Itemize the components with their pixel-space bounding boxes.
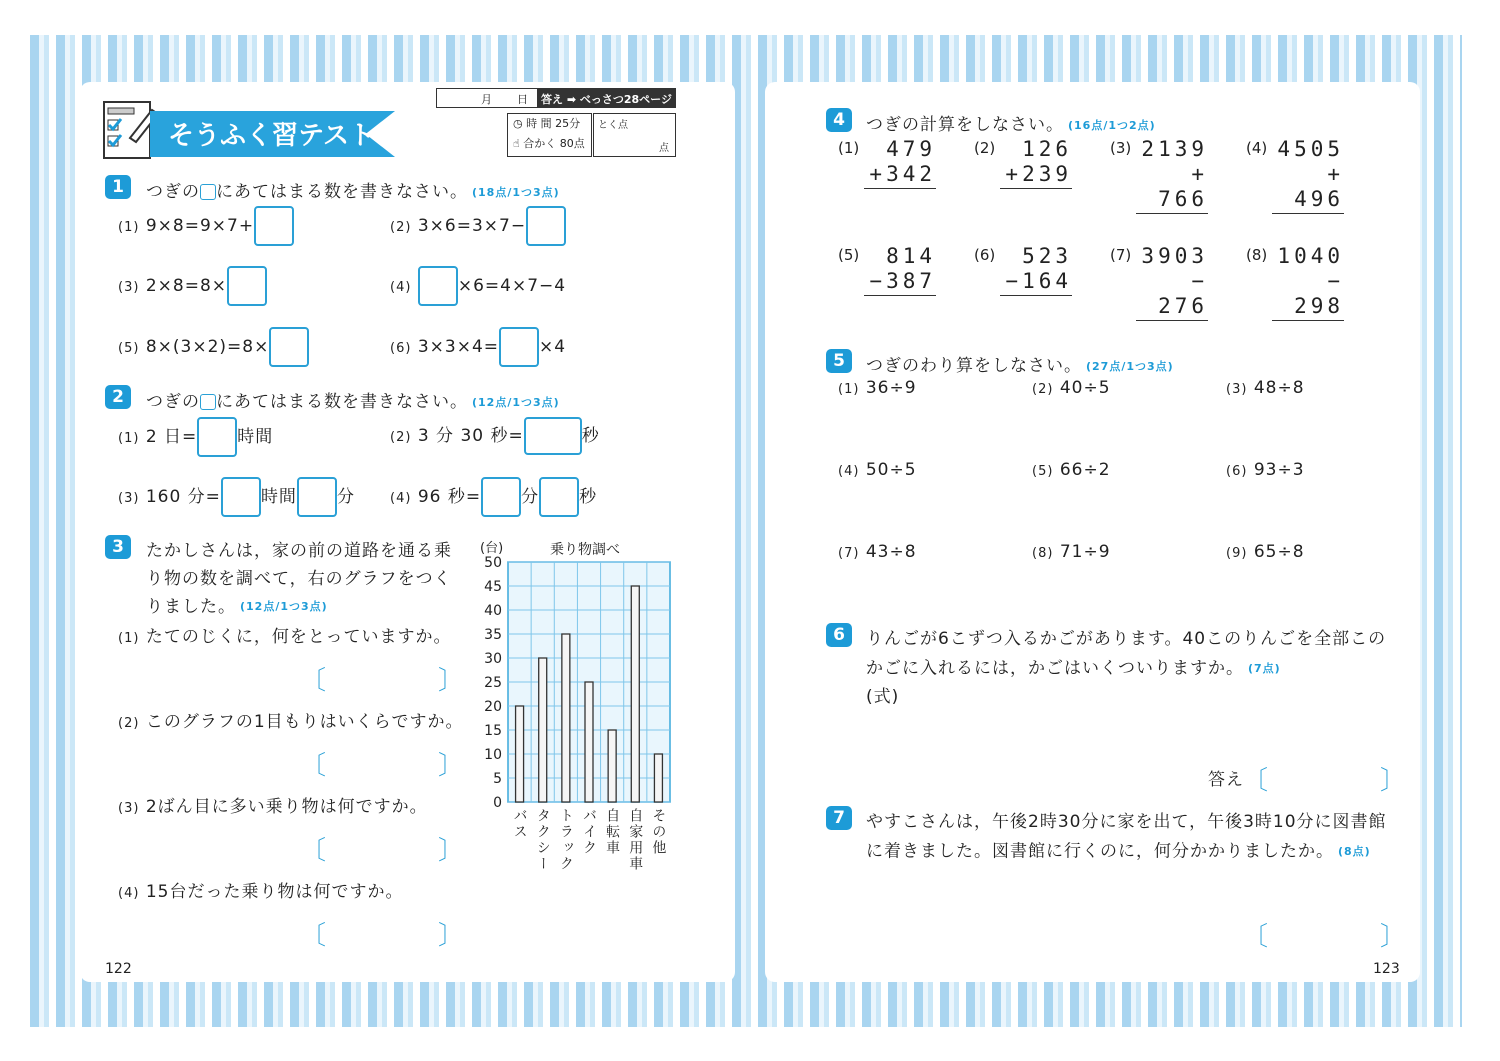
y-tick-label: 10 [484, 747, 502, 763]
q5-item: (8) 71÷9 [1032, 542, 1111, 562]
chart-unit: (台) [480, 541, 504, 556]
q4-calculation [1136, 244, 1208, 321]
q4-calculation [1272, 137, 1344, 214]
x-tick-label: タクシー [534, 808, 551, 872]
q4-calculation [1272, 244, 1344, 321]
x-tick-label: 自家用車 [627, 808, 644, 872]
q3-sub-2: (2) このグラフの1目もりはいくらですか。 [118, 712, 464, 732]
page-title: そうふく習テスト① [168, 121, 397, 151]
q3-sub-1: (1) たてのじくに，何をとっていますか。 [118, 627, 452, 647]
q3-sub-3: (3) 2ばん目に多い乗り物は何ですか。 [118, 797, 428, 817]
x-tick-label: トラック [557, 808, 574, 872]
q5-item: (9) 65÷8 [1226, 542, 1305, 562]
q5-instruction: つぎのわり算をしなさい。 (27点/1つ3点) [866, 356, 1174, 376]
page-number-right: 123 [1373, 961, 1400, 977]
q4-calculation [1136, 137, 1208, 214]
x-tick-label: バス [511, 808, 528, 840]
question-number-6: 6 [826, 623, 852, 647]
answer-box[interactable] [254, 206, 294, 246]
bar-chart [470, 552, 680, 872]
x-tick-label: その他 [650, 808, 667, 856]
x-tick-label: 自転車 [604, 808, 621, 856]
y-tick-label: 20 [484, 699, 502, 715]
answer-box[interactable] [269, 327, 309, 367]
q3-answer-bracket-4[interactable]: 〔 〕 [300, 921, 465, 951]
bar [562, 634, 570, 802]
clock-icon: ◷ [513, 117, 523, 130]
q4-item-label: (2) [974, 139, 996, 157]
score-unit: 点 [659, 143, 669, 154]
q4-calculation [1000, 244, 1072, 296]
page-number-left: 122 [105, 961, 132, 977]
question-number-7: 7 [826, 806, 852, 830]
y-tick-label: 25 [484, 675, 502, 691]
q1-item-3: (3) 2×8=8× [118, 266, 267, 308]
bar [539, 658, 547, 802]
q3-answer-bracket-2[interactable]: 〔 〕 [300, 751, 465, 781]
score-label: とく点 [598, 120, 628, 131]
chart-title: 乗り物調べ [550, 542, 620, 558]
question-number-3: 3 [105, 535, 131, 559]
answer-box[interactable] [526, 206, 566, 246]
q4-operand-with-sign: + 496 [1272, 162, 1344, 214]
y-tick-label: 0 [493, 795, 502, 811]
q5-item: (3) 48÷8 [1226, 378, 1305, 398]
q1-instruction: つぎの にあてはまる数を書きなさい。 (18点/1つ3点) [146, 182, 560, 202]
pass-label: 合かく 80点 [523, 137, 585, 150]
thumbs-up-icon: ☝ [513, 137, 520, 150]
time-label: 時 間 25分 [526, 117, 581, 130]
q1-item-4: (4) ×6=4×7−4 [390, 266, 566, 308]
q4-item-label: (6) [974, 246, 996, 264]
q1-item-6: (6) 3×3×4= ×4 [390, 327, 566, 369]
answer-box[interactable] [221, 477, 261, 517]
q3-answer-bracket-1[interactable]: 〔 〕 [300, 666, 465, 696]
q4-operand: 1040 [1277, 244, 1344, 268]
q5-item: (7) 43÷8 [838, 542, 917, 562]
q4-operand: 479 [886, 137, 936, 161]
bar [516, 706, 524, 802]
question-number-5: 5 [826, 349, 852, 373]
answer-box[interactable] [539, 477, 579, 517]
q7-answer-bracket[interactable]: 〔 〕 [1242, 922, 1407, 952]
day-label: 日 [517, 93, 528, 106]
q1-item-2: (2) 3×6=3×7− [390, 206, 566, 248]
answer-box[interactable] [297, 477, 337, 517]
q6-instruction: りんごが6こずつ入るかごがあります。40このりんごを全部このかごに入れるには，かごはいくついりますか。 (7点) [866, 629, 1387, 679]
q4-item-label: (7) [1110, 246, 1132, 264]
q4-operand-with-sign: − 298 [1272, 269, 1344, 321]
q4-calculation [864, 244, 936, 296]
q5-item: (4) 50÷5 [838, 460, 917, 480]
q7-instruction: やすこさんは，午後2時30分に家を出て，午後3時10分に図書館に着きました。図書館に行くのに，何分かかりましたか。 (8点) [866, 812, 1387, 862]
date-answer-bar [436, 88, 676, 108]
q4-item-label: (5) [838, 246, 860, 264]
q4-instruction: つぎの計算をしなさい。 (16点/1つ2点) [866, 115, 1156, 135]
q1-item-5: (5) 8×(3×2)=8× [118, 327, 309, 369]
q4-operand-with-sign: −387 [864, 269, 936, 296]
q4-operand-with-sign: + 766 [1136, 162, 1208, 214]
q2-instruction: つぎの にあてはまる数を書きなさい。 (12点/1つ3点) [146, 392, 560, 412]
q3-answer-bracket-3[interactable]: 〔 〕 [300, 836, 465, 866]
y-tick-label: 35 [484, 627, 502, 643]
q3-instruction: たかしさんは，家の前の道路を通る乗り物の数を調べて，右のグラフをつくりました。 (12点/1つ3点) [146, 541, 452, 617]
y-tick-label: 5 [493, 771, 502, 787]
q4-operand: 3903 [1141, 244, 1208, 268]
q4-operand: 523 [1022, 244, 1072, 268]
q6-answer-label: 答え [1208, 770, 1244, 790]
q4-operand: 126 [1022, 137, 1072, 161]
q4-item-label: (3) [1110, 139, 1132, 157]
y-tick-label: 45 [484, 579, 502, 595]
month-label: 月 [481, 93, 492, 106]
answer-box[interactable] [227, 266, 267, 306]
q4-operand-with-sign: +342 [864, 162, 936, 189]
q2-item-3: (3) 160 分= 時間 分 [118, 477, 355, 518]
q4-operand: 2139 [1141, 137, 1208, 161]
time-pass-box [507, 113, 592, 157]
q3-sub-4: (4) 15台だった乗り物は何ですか。 [118, 882, 404, 902]
bar [631, 586, 639, 802]
answer-box[interactable] [418, 266, 458, 306]
bar [654, 754, 662, 802]
answer-box[interactable] [499, 327, 539, 367]
y-tick-label: 40 [484, 603, 502, 619]
q4-operand-with-sign: +239 [1000, 162, 1072, 189]
q2-item-4: (4) 96 秒= 分 秒 [390, 477, 597, 518]
q5-item: (6) 93÷3 [1226, 460, 1305, 480]
question-number-1: 1 [105, 175, 131, 199]
q1-item-1: (1) 9×8=9×7+ [118, 206, 294, 248]
q5-item: (2) 40÷5 [1032, 378, 1111, 398]
y-tick-label: 15 [484, 723, 502, 739]
q4-operand-with-sign: −164 [1000, 269, 1072, 296]
q4-operand: 814 [886, 244, 936, 268]
q4-item-label: (1) [838, 139, 860, 157]
q6-formula-label: (式) [866, 687, 900, 707]
question-number-4: 4 [826, 108, 852, 132]
q2-item-1: (1) 2 日= 時間 [118, 417, 273, 458]
q4-operand-with-sign: − 276 [1136, 269, 1208, 321]
answer-box[interactable] [197, 417, 237, 457]
answer-ref: 答え ➡ べっさつ28ページ [537, 89, 676, 107]
q5-item: (1) 36÷9 [838, 378, 917, 398]
q4-calculation [864, 137, 936, 189]
q5-item: (5) 66÷2 [1032, 460, 1111, 480]
question-number-2: 2 [105, 385, 131, 409]
answer-box[interactable] [524, 417, 582, 455]
q6-answer-bracket[interactable]: 〔 〕 [1242, 766, 1407, 796]
bar [608, 730, 616, 802]
answer-box[interactable] [481, 477, 521, 517]
bar [585, 682, 593, 802]
q4-item-label: (8) [1246, 246, 1268, 264]
x-tick-label: バイク [581, 808, 597, 856]
y-tick-label: 50 [484, 555, 502, 571]
q2-item-2: (2) 3 分 30 秒= 秒 [390, 417, 600, 457]
y-tick-label: 30 [484, 651, 502, 667]
q4-calculation [1000, 137, 1072, 189]
q4-operand: 4505 [1277, 137, 1344, 161]
score-box [593, 113, 676, 157]
q4-item-label: (4) [1246, 139, 1268, 157]
